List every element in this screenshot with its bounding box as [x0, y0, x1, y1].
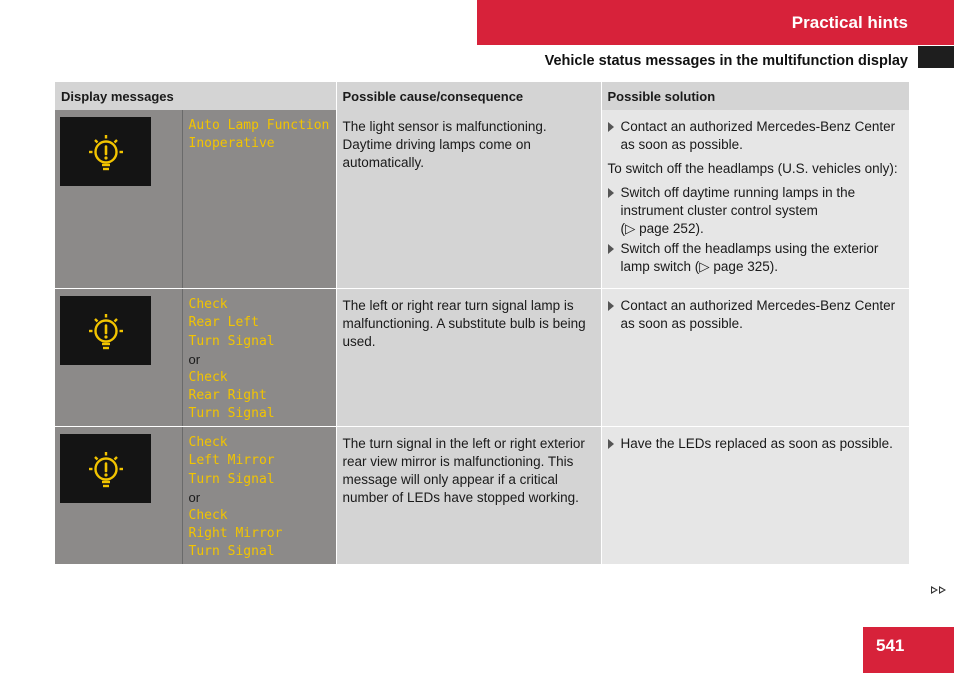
cause-cell: The left or right rear turn signal lamp is malfunctioning. A substitute bulb is being used. [336, 289, 601, 427]
column-header-cause: Possible cause/consequence [336, 82, 601, 110]
column-header-display: Display messages [55, 82, 336, 110]
bullet-triangle-icon [608, 301, 614, 311]
display-message-cell [182, 289, 336, 427]
table-header-row [55, 82, 909, 110]
cause-cell: The light sensor is malfunctioning. Daytime driving lamps come on automatically. [336, 110, 601, 289]
status-messages-table [55, 82, 910, 565]
display-message-cell [182, 427, 336, 565]
exterior-lamp-warning-icon [60, 296, 151, 365]
icon-cell [55, 110, 182, 289]
bullet-triangle-icon [608, 122, 614, 132]
solution-text: Switch off the headlamps using the exterior lamp switch (▷ page 325). [620, 241, 879, 274]
display-message-line: Check [188, 297, 228, 312]
chapter-header [477, 0, 954, 45]
exterior-lamp-warning-icon [60, 434, 151, 503]
icon-cell [55, 289, 182, 427]
display-message-line: Check [188, 435, 228, 450]
display-message-line: Right Mirror [188, 526, 283, 542]
display-message-line: Inoperative [188, 136, 275, 152]
display-message-line: Check [188, 369, 228, 385]
column-header-solution: Possible solution [601, 82, 909, 110]
page-number-text: 541 [876, 636, 905, 655]
display-message-line: Left Mirror [188, 453, 275, 469]
cause-cell: The turn signal in the left or right exterior rear view mirror is malfunctioning. This message will only appear if a critical number of LEDs have stopped working. [336, 427, 601, 565]
display-message-line: Turn Signal [188, 406, 275, 422]
page-reference: (▷ page 252). [620, 221, 704, 236]
display-message-line: Turn Signal [188, 544, 275, 560]
display-message-line: Rear Left [188, 315, 259, 331]
exterior-lamp-warning-icon [60, 117, 151, 186]
table-row [55, 427, 909, 565]
display-message-line: Check [188, 507, 228, 523]
solution-bullet [608, 118, 904, 154]
chapter-title: Practical hints [791, 12, 908, 32]
solution-bullet [608, 297, 904, 333]
solution-note: To switch off the headlamps (U.S. vehicles only): [607, 161, 898, 176]
chapter-edge-tab [918, 46, 954, 68]
solution-bullet [608, 240, 904, 276]
solution-text: Contact an authorized Mercedes-Benz Center as soon as possible. [620, 119, 896, 152]
solution-cell [601, 110, 909, 289]
solution-cell [601, 427, 909, 565]
display-message-line: Turn Signal [188, 471, 275, 487]
or-separator: or [188, 489, 201, 505]
bullet-triangle-icon [608, 188, 614, 198]
solution-cell [601, 289, 909, 427]
solution-text: Contact an authorized Mercedes-Benz Center as soon as possible. [620, 298, 896, 331]
display-message-line: Turn Signal [188, 333, 275, 349]
section-title: Vehicle status messages in the multifunction display [544, 53, 908, 69]
solution-text: Switch off daytime running lamps in the instrument cluster control system [620, 185, 856, 218]
continued-arrows-icon [931, 584, 949, 596]
display-message-line: Auto Lamp Function [188, 118, 330, 133]
solution-bullet [608, 184, 904, 238]
solution-bullet [608, 435, 904, 453]
solution-text: Have the LEDs replaced as soon as possible. [620, 436, 893, 451]
table-row [55, 110, 909, 289]
or-separator: or [188, 351, 201, 367]
icon-cell [55, 427, 182, 565]
bullet-triangle-icon [608, 439, 614, 449]
page-number [863, 627, 954, 673]
display-message-line: Rear Right [188, 388, 267, 404]
display-message-cell [182, 110, 336, 289]
table-row [55, 289, 909, 427]
bullet-triangle-icon [608, 244, 614, 254]
